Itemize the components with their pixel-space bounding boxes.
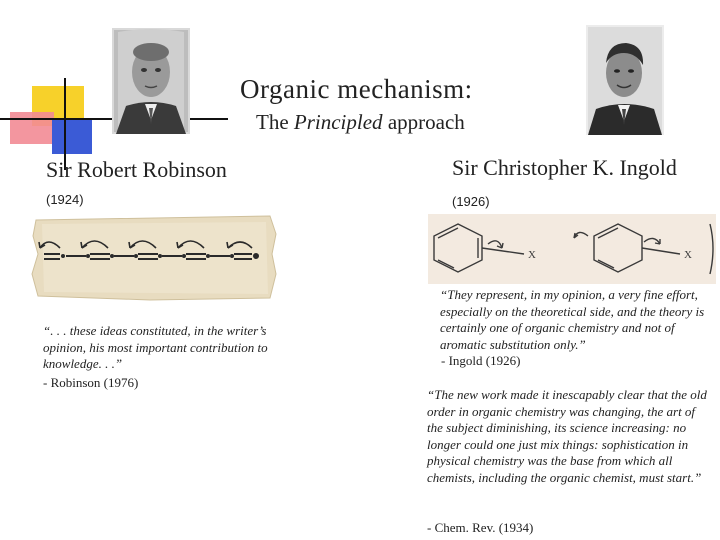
robinson-attribution: - Robinson (1976)	[43, 375, 139, 390]
slide-subtitle	[256, 110, 465, 135]
ingold-name: Sir Christopher K. Ingold	[452, 155, 677, 180]
chem-rev-attribution: - Chem. Rev. (1934)	[427, 520, 534, 535]
ingold-diagram-label-x1: X	[528, 249, 536, 261]
ingold-year: (1926)	[452, 194, 490, 209]
decor-blue-block	[52, 118, 92, 154]
robinson-name: Sir Robert Robinson	[46, 157, 227, 182]
ingold-benzene-diagram	[428, 214, 716, 284]
subtitle-emphasis: Principled	[293, 110, 383, 134]
subtitle-prefix: The	[256, 110, 294, 134]
subtitle-suffix: approach	[382, 110, 465, 134]
chem-rev-quote: “The new work made it inescapably clear that the old order in organic chemistry was changing, the art of the subject diminishing, its science increasing: no longer could one just mix things: sophistication in physical chemistry was the base from which all chemists, including the organic chemist, must start.”	[427, 387, 707, 485]
robinson-arrow-diagram	[30, 214, 278, 302]
ingold-quote: “They represent, in my opinion, a very fine effort, especially on the theoretical side, and the theory is certainly one of organic chemistry and not of aromatic substitution only.”	[440, 287, 705, 352]
decor-red-block	[10, 112, 54, 144]
ingold-diagram-label-x2: X	[684, 249, 692, 261]
ingold-portrait	[586, 25, 664, 135]
robinson-year: (1924)	[46, 192, 84, 207]
robinson-portrait	[112, 28, 190, 134]
slide-title: Organic mechanism:	[240, 74, 473, 104]
robinson-quote: “. . . these ideas constituted, in the writer’s opinion, his most important contribution to knowledge. . .”	[43, 323, 268, 371]
ingold-attribution: - Ingold (1926)	[441, 353, 521, 368]
